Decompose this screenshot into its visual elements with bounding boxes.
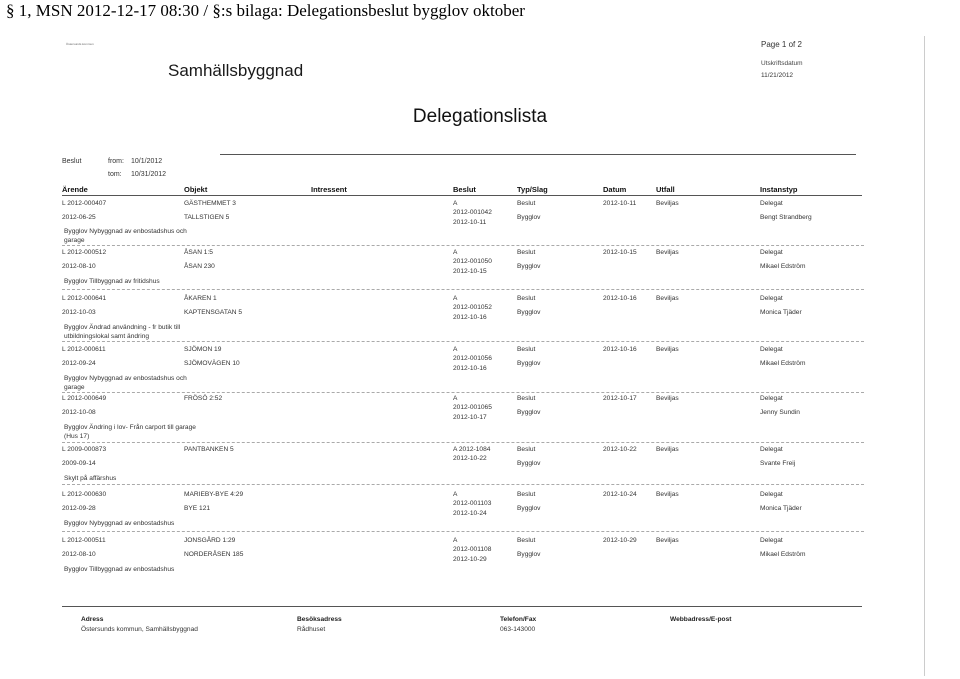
col-beslut: Beslut [453,185,476,194]
case-id: L 2009-000873 [62,446,107,453]
outcome: Beviljas [656,537,679,544]
outcome: Beviljas [656,249,679,256]
instance-type: Delegat [760,491,783,498]
outcome: Beviljas [656,295,679,302]
row-divider [62,245,864,246]
object-primary: ÅKAREN 1 [184,295,217,302]
officer: Svante Freij [760,460,796,467]
type: Beslut [517,249,536,256]
case-date: 2012-08-10 [62,551,96,558]
case-description: Bygglov Nybyggnad av enbostadshus [64,520,175,527]
kind: Bygglov [517,460,541,467]
type: Beslut [517,446,536,453]
decision-number: 2012-001103 [453,500,492,507]
case-date: 2012-08-10 [62,263,96,270]
footer-address: Östersunds kommun, Samhällsbyggnad [81,626,198,633]
date: 2012-10-11 [603,200,637,207]
object-secondary: ÅSAN 230 [184,263,215,270]
filter-to-date: 10/31/2012 [131,171,167,178]
filter-from-date: 10/1/2012 [131,158,163,165]
outcome: Beviljas [656,346,679,353]
footer-phone-label: Telefon/Fax [500,616,537,623]
filter-to-label: tom: [108,171,122,178]
footer-phone: 063-143000 [500,626,536,633]
decision: A [453,346,458,353]
case-date: 2009-09-14 [62,460,96,467]
document-page [0,28,960,679]
date: 2012-10-22 [603,446,637,453]
decision: A 2012-1084 [453,446,491,453]
case-date: 2012-10-03 [62,309,96,316]
officer: Mikael Edström [760,551,806,558]
footer-web-label: Webbadress/E-post [670,616,732,623]
kind: Bygglov [517,309,541,316]
object-primary: PANTBANKEN 5 [184,446,234,453]
decision-date: 2012-10-29 [453,556,487,563]
case-description: Bygglov Tillbyggnad av enbostadshus [64,566,175,573]
decision-date: 2012-10-15 [453,268,487,275]
kind: Bygglov [517,505,541,512]
case-id: L 2012-000611 [62,346,106,353]
case-id: L 2012-000512 [62,249,107,256]
date: 2012-10-17 [603,395,637,402]
case-description: Bygglov Nybyggnad av enbostadshus och garage [64,228,187,244]
case-description: Bygglov Ändring i lov- Från carport till garage (Hus 17) [64,424,196,440]
row-divider [62,341,864,342]
officer: Mikael Edström [760,263,806,270]
outcome: Beviljas [656,446,679,453]
type: Beslut [517,295,536,302]
decision-number: 2012-001108 [453,546,492,553]
case-description: Bygglov Ändrad användning - fr butik till utbildningslokal samt ändring [64,324,181,340]
object-primary: FRÖSÖ 2:52 [184,395,223,402]
decision: A [453,295,458,302]
header-divider [62,195,862,196]
type: Beslut [517,200,536,207]
col-typ-slag: Typ/Slag [517,185,548,194]
instance-type: Delegat [760,249,783,256]
title-divider [220,154,856,155]
decision-date: 2012-10-16 [453,314,487,321]
case-date: 2012-09-24 [62,360,96,367]
object-primary: JONSGÅRD 1:29 [184,537,236,544]
col-datum: Datum [603,185,627,194]
object-secondary: BYE 121 [184,505,211,512]
window-title: § 1, MSN 2012-12-17 08:30 / §:s bilaga: Delegationsbeslut bygglov oktober [6,1,525,20]
case-date: 2012-10-08 [62,409,96,416]
kind: Bygglov [517,214,541,221]
object-primary: ÅSAN 1:5 [184,249,213,256]
type: Beslut [517,537,536,544]
case-id: L 2012-000641 [62,295,107,302]
officer: Monica Tjäder [760,309,802,316]
object-primary: GÄSTHEMMET 3 [184,200,236,207]
col-instanstyp: Instanstyp [760,185,798,194]
object-secondary: KAPTENSGATAN 5 [184,309,243,316]
footer-divider [62,606,862,607]
type: Beslut [517,346,536,353]
case-date: 2012-09-28 [62,505,96,512]
instance-type: Delegat [760,200,783,207]
decision-number: 2012-001056 [453,355,492,362]
page-title: Delegationslista [412,106,548,127]
officer: Monica Tjäder [760,505,802,512]
outcome: Beviljas [656,200,679,207]
row-divider [62,442,864,443]
row-divider [62,484,864,485]
instance-type: Delegat [760,395,783,402]
date: 2012-10-15 [603,249,637,256]
decision: A [453,537,458,544]
row-divider [62,392,864,393]
instance-type: Delegat [760,346,783,353]
kind: Bygglov [517,551,541,558]
col-objekt: Objekt [184,185,208,194]
object-secondary: NORDERÅSEN 185 [184,551,244,558]
col-utfall: Utfall [656,185,675,194]
decision-date: 2012-10-22 [453,455,487,462]
officer: Jenny Sundin [760,409,800,416]
decision-date: 2012-10-16 [453,365,487,372]
print-date-label: Utskriftsdatum [761,60,803,67]
organization-name: Samhällsbyggnad [168,61,304,80]
row-divider [62,531,864,532]
case-id: L 2012-000649 [62,395,107,402]
kind: Bygglov [517,263,541,270]
case-id: L 2012-000407 [62,200,107,207]
officer: Bengt Strandberg [760,214,812,221]
case-description: Bygglov Tillbyggnad av fritidshus [64,278,160,285]
object-secondary: TALLSTIGEN 5 [184,214,230,221]
kind: Bygglov [517,409,541,416]
print-date: 11/21/2012 [761,72,794,79]
logo: Östersunds kommun [66,42,94,46]
decision-number: 2012-001042 [453,209,492,216]
decision-number: 2012-001065 [453,404,492,411]
type: Beslut [517,491,536,498]
decision: A [453,395,458,402]
filter-from-label: from: [108,158,124,165]
row-divider [62,289,864,290]
decision-number: 2012-001050 [453,258,492,265]
type: Beslut [517,395,536,402]
filter-label: Beslut [62,158,82,165]
officer: Mikael Edström [760,360,806,367]
col-arende: Ärende [62,185,88,194]
decision: A [453,491,458,498]
object-primary: MARIEBY-BYE 4:29 [184,491,244,498]
decision-date: 2012-10-17 [453,414,487,421]
object-primary: SJÖMON 19 [184,346,222,353]
col-intressent: Intressent [311,185,347,194]
page-number: Page 1 of 2 [761,40,802,49]
instance-type: Delegat [760,295,783,302]
page-edge [924,36,925,676]
case-id: L 2012-000511 [62,537,106,544]
kind: Bygglov [517,360,541,367]
case-description: Bygglov Nybyggnad av enbostadshus och garage [64,375,187,391]
decision: A [453,200,458,207]
date: 2012-10-16 [603,295,637,302]
instance-type: Delegat [760,446,783,453]
date: 2012-10-24 [603,491,637,498]
decision-date: 2012-10-24 [453,510,487,517]
footer-visit-label: Besöksadress [297,616,342,623]
decision: A [453,249,458,256]
footer-address-label: Adress [81,616,104,623]
instance-type: Delegat [760,537,783,544]
case-id: L 2012-000630 [62,491,107,498]
outcome: Beviljas [656,491,679,498]
case-description: Skylt på affärshus [64,475,117,482]
object-secondary: SJÖMOVÄGEN 10 [184,360,240,367]
footer-visit: Rådhuset [297,626,326,633]
date: 2012-10-29 [603,537,637,544]
decision-date: 2012-10-11 [453,219,487,226]
decision-number: 2012-001052 [453,304,492,311]
case-date: 2012-06-25 [62,214,96,221]
outcome: Beviljas [656,395,679,402]
date: 2012-10-16 [603,346,637,353]
